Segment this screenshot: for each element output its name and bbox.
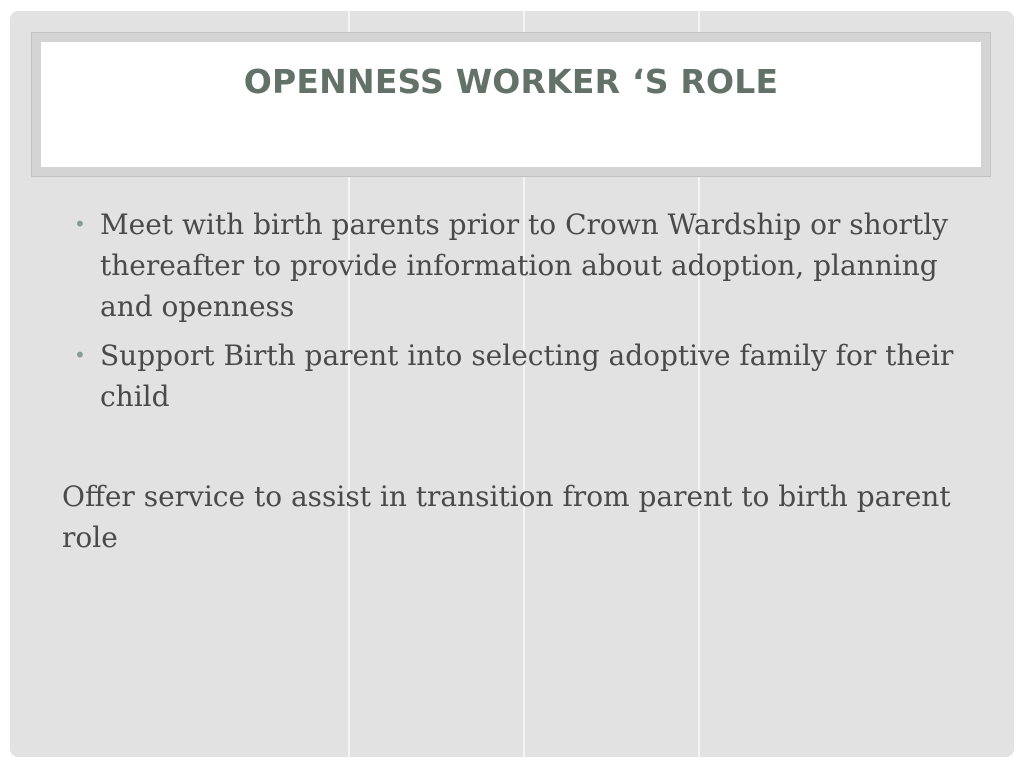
title-panel: [41, 42, 981, 167]
slide-title: OPENNESS WORKER ‘S ROLE: [243, 62, 779, 101]
bullet-item: [62, 204, 972, 327]
body-paragraph: Offer service to assist in transition from parent to birth parent role: [62, 480, 951, 554]
title-frame: [31, 32, 991, 177]
bullet-marker: •: [74, 212, 86, 236]
bullet-marker: •: [74, 343, 86, 367]
slide: [10, 11, 1014, 757]
bullet-text: Meet with birth parents prior to Crown Wardship or shortly thereafter to provide information about adoption, planning and openness: [100, 208, 948, 323]
bullet-list: [62, 204, 972, 425]
bullet-text: Support Birth parent into selecting adoptive family for their child: [100, 339, 954, 413]
bullet-item: [62, 335, 972, 417]
